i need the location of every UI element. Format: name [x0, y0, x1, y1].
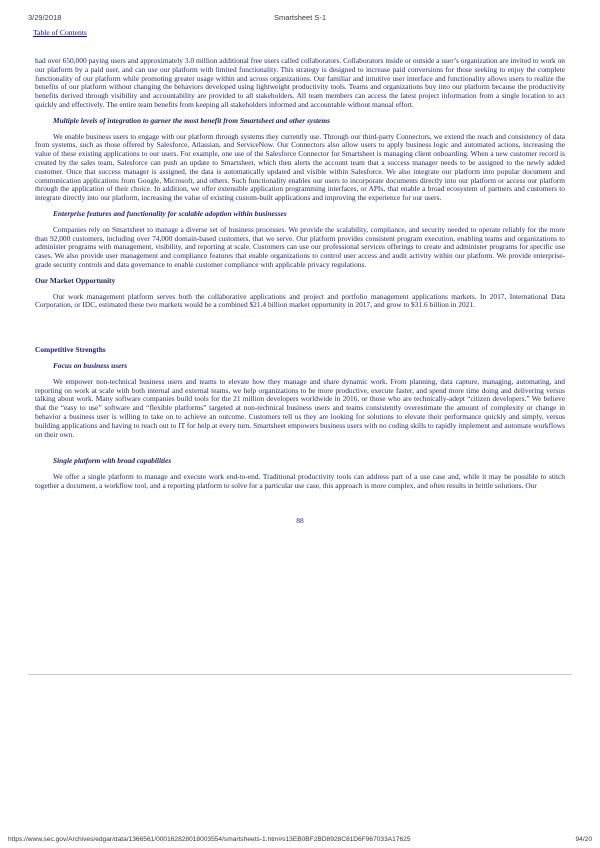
document-body: [35, 57, 565, 525]
print-footer-page-indicator: 94/20: [575, 836, 592, 843]
heading-integration: Multiple levels of integration to garner the most benefit from Smartsheet and other systems: [53, 115, 330, 125]
paragraph-paying-users: had over 650,000 paying users and approximately 3.0 million additional free users called collaborators. Collaborators inside or outside a user’s organization are invited to work on our platform by a paid user, and can use our platform with limited functionality. This strategy is designed to increase paid conversions for those seeking to enjoy the complete functionality of our platform while promoting greater usage within and across organizations. Our familiar and intuitive user interface and functionality allows users to realize the benefits of our platform without changing the behaviors developed using lightweight productivity tools. Teams and organizations buy into our platform because the productivity benefits derived through visibility and accountability are provided to all stakeholders. All team members can access the latest project information from a single location to act quickly and effectively. The entire team benefits from keeping all stakeholders informed and accountable without manual effort.: [35, 56, 565, 109]
paragraph-integration: We enable business users to engage with our platform through systems they currently use. Through our third-party Connectors, we extend the reach and consistency of data from systems, such as those offered by Salesforce, Atlassian, and ServiceNow. Our Connectors also allow users to apply business logic and automated actions, increasing the value of these existing applications to our users. For example, one use of the Salesforce Connector for Smartsheet is managing client onboarding. When a new customer record is created by the sales team, Salesforce can push an update to Smartsheet, which then alerts the account team that a success manager needs to be assigned to the newly added customer. Once that success manager is assigned, the data is automatically updated and visible within Salesforce. We also integrate our platform into popular document and communication applications from Google, Microsoft, and others. Such functionality enables our users to incorporate documents directly into our platform or access our platform through the application of their choice. In addition, we offer extensible application programming interfaces, or APIs, that enable a broad ecosystem of partners and customers to integrate directly into our platform, increasing the value of existing custom-built applications and improving the experience for our users.: [35, 131, 565, 203]
paragraph-enterprise-features: Companies rely on Smartsheet to manage a diverse set of business processes. We provide the scalability, compliance, and security needed to operate reliably for the more than 92,000 customers, including over 74,000 domain-based customers, that we serve. Our platform provides consistent program execution, enabling teams and organizations to administer programs with management, visibility, and reporting at scale. Customers can use our professional services offerings to create and administer programs for specific use cases. We also provide user management and compliance features that enable organizations to control user access and audit activity within our platform. We provide enterprise-grade security controls and data governance to enable customer compliance with applicable privacy regulations.: [35, 224, 565, 269]
print-header: [28, 13, 572, 23]
heading-single-platform: Single platform with broad capabilities: [53, 456, 172, 466]
print-header-title: Smartsheet S-1: [273, 13, 327, 22]
print-footer: [8, 836, 592, 843]
heading-market-opportunity: Our Market Opportunity: [35, 275, 116, 285]
print-header-date: 3/29/2018: [28, 13, 62, 22]
table-of-contents-link[interactable]: Table of Contents: [33, 28, 87, 37]
paragraph-single-platform: We offer a single platform to manage and execute work end-to-end. Traditional productivity tools can address part of a use case and, while it may be possible to stitch together a document, a workflow tool, and a reporting platform to solve for a particular use case, this approach is more complex, and often results in brittle solutions. Our: [35, 472, 565, 490]
paragraph-focus-business-users: We empower non-technical business users and teams to elevate how they manage and share dynamic work. From planning, data capture, managing, automating, and reporting on work at scale with both internal and external teams, we help organizations to be more productive, execute faster, and spend more time doing and delivering versus talking about work. Many software companies build tools for the 21 million developers worldwide in 2016, or those who are technically-adept “citizen developers.” We believe that the “easy to use” software and “flexible platforms” targeted at non-technical business users and teams consistently overestimate the amount of complexity or change in behavior a business user is willing to take on to achieve an outcome. Customers tell us they are looking for solutions to elevate their performance quickly and simply, versus building applications and having to reach out to IT for help at every turn. Smartsheet empowers business users with no coding skills to rapidly implement and automate workflows on their own.: [35, 376, 565, 439]
heading-enterprise-features: Enterprise features and functionality for scalable adoption within businesses: [53, 208, 287, 218]
heading-focus-business-users: Focus on business users: [53, 360, 128, 370]
paragraph-market-opportunity: Our work management platform serves both the collaborative applications and project and portfolio management applications markets. In 2017, International Data Corporation, or IDC, estimated these two markets would be a combined $21.4 billion market opportunity in 2017, and grow to $31.6 billion in 2021.: [35, 291, 565, 310]
print-footer-url: https://www.sec.gov/Archives/edgar/data/1366561/000162828018003554/smartsheets-1.htm#s13EB0BF2BD8928C81D6F967033A17625: [8, 836, 411, 843]
heading-competitive-strengths: Competitive Strengths: [35, 345, 106, 355]
page-divider: [28, 674, 572, 675]
page-number: 88: [296, 515, 304, 525]
